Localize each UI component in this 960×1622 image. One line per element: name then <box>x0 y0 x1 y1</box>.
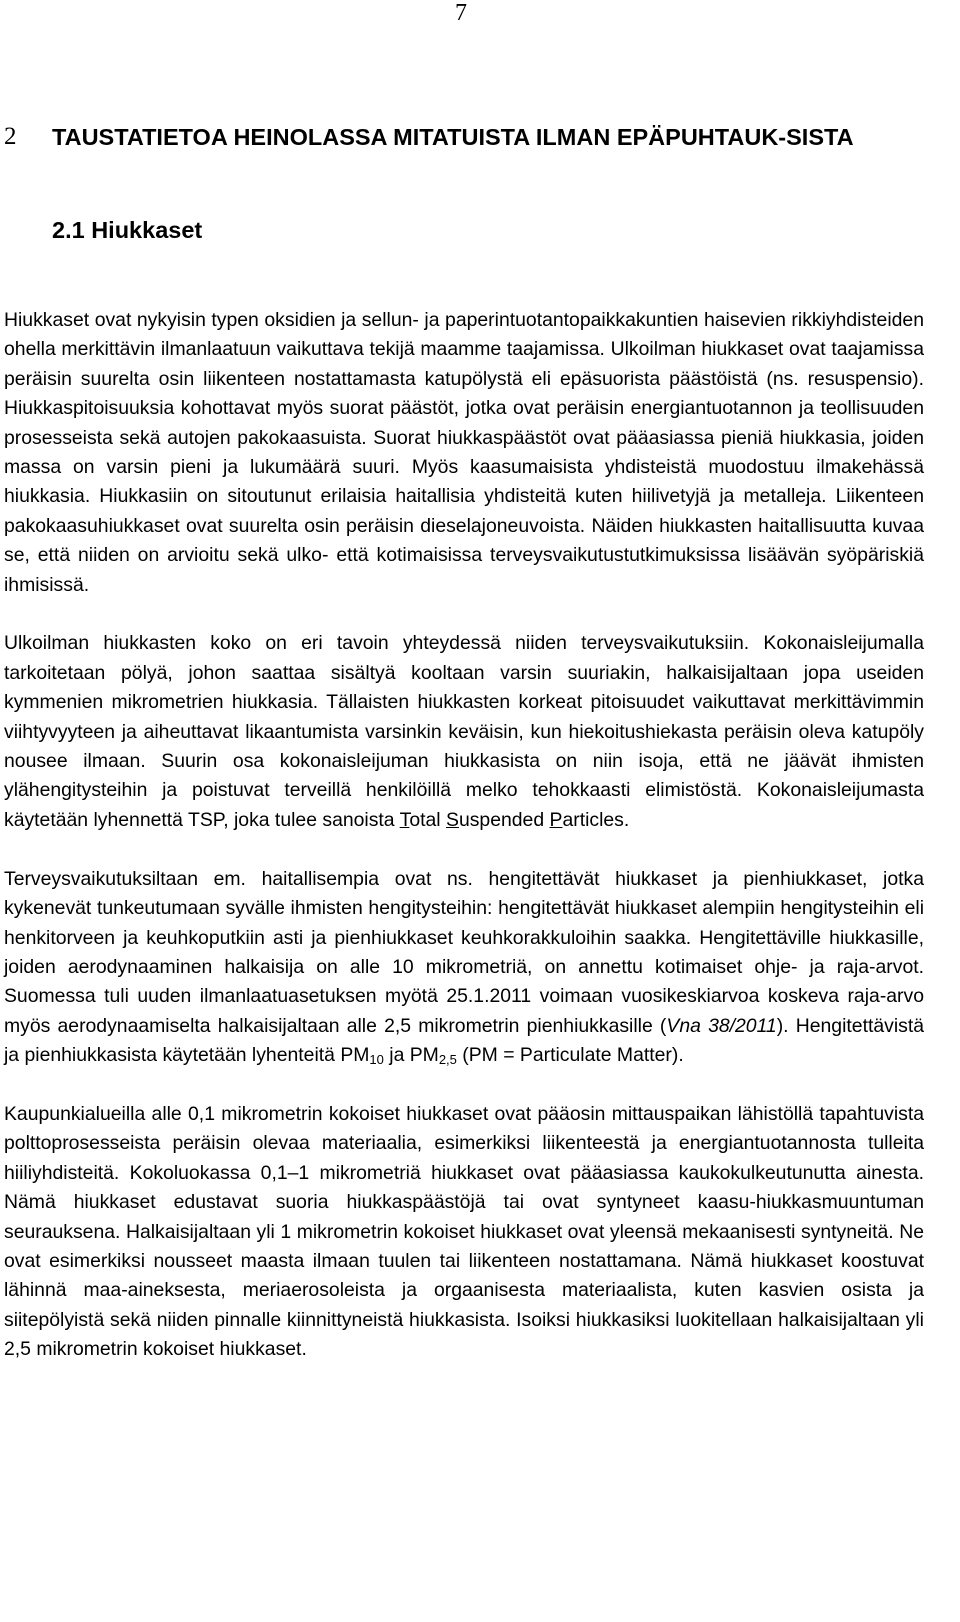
pm25-subscript: 2,5 <box>438 1052 457 1068</box>
tsp-letter-t: T <box>399 808 410 831</box>
body-text <box>4 306 924 1394</box>
paragraph-1: Hiukkaset ovat nykyisin typen oksidien ja sellun- ja paperintuotantopaikkakuntien haisevien rikkiyhdisteiden ohella merkittävin ilmanlaatuun vaikuttava tekijä maamme taajamissa. Ulkoilman hiukkaset ovat taajamissa peräisin suurelta osin liikenteen nostattamasta katupölystä eli epäsuorista päästöistä (ns. resuspensio). Hiukkaspitoisuuksia kohottavat myös suorat päästöt, jotka ovat peräisin energiantuotannon ja teollisuuden prosesseista sekä autojen pakokaasuista. Suorat hiukkaspäästöt ovat pääasiassa pieniä hiukkasia, joiden massa on varsin pieni ja lukumäärä suuri. Myös kaasumaisista yhdisteistä muodostuu ilmakehässä hiukkasia. Hiukkasiin on sitoutunut erilaisia haitallisia yhdisteitä kuten hiilivetyjä ja metalleja. Liikenteen pakokaasuhiukkaset ovat suurelta osin peräisin dieselajoneuvoista. Näiden hiukkasten haitallisuutta kuvaa se, että niiden on arvioitu sekä ulko- että kotimaisissa terveysvaikutustutkimuksissa lisäävän syöpäriskiä ihmisissä. <box>4 309 924 596</box>
paragraph-4: Kaupunkialueilla alle 0,1 mikrometrin kokoiset hiukkaset ovat pääosin mittauspaikan lähistöllä tapahtuvista polttoprosesseista peräisin olevaa materiaalia, esimerkiksi liikenteestä ja energiantuotannosta tulleita hiiliyhdisteitä. Kokoluokassa 0,1–1 mikrometriä hiukkaset ovat pääasiassa kaukokulkeutunutta ainesta. Nämä hiukkaset edustavat suoria hiukkaspäästöjä tai ovat syntyneet kaasu-hiukkasmuuntuman seurauksena. Halkaisijaltaan yli 1 mikrometrin kokoiset hiukkaset ovat yleensä mekaanisesti syntyneitä. Ne ovat esimerkiksi nousseet maasta ilmaan tuulen tai liikenteen nostattamana. Nämä hiukkaset koostuvat lähinnä maa-aineksesta, meriaerosoleista ja orgaanisesta materiaalista, kuten kasvien osista ja siitepölyistä sekä niiden pinnalle kiinnittyneistä hiukkasista. Isoiksi hiukkasiksi luokitellaan halkaisijaltaan yli 2,5 mikrometrin kokoiset hiukkaset. <box>4 1102 924 1361</box>
page-number: 7 <box>455 0 467 26</box>
paragraph-3-after-ref: ). Hengitettävistä ja pienhiukkasista käytetään lyhenteitä PM <box>4 1014 924 1067</box>
paragraph-3-text: Terveysvaikutuksiltaan em. haitallisempia ovat ns. hengitettävät hiukkaset ja pienhiukkaset, jotka kykenevät tunkeutumaan syvälle ihmisten hengitysteihin: hengitettävät hiukkaset alempiin hengitysteihin eli henkitorveen ja keuhkoputkiin asti ja pienhiukkaset keuhkorakkuloihin saakka. Hengitettäville hiukkasille, joiden aerodynaaminen halkaisija on alle 10 mikrometriä, on annettu kotimaiset ohje- ja raja-arvot. Suomessa tuli uuden ilmanlaatuasetuksen myötä 25.1.2011 voimaan vuosikeskiarvoa koskeva raja-arvo myös aerodynaamiselta halkaisijaltaan alle 2,5 mikrometrin pienhiukkasille ( <box>4 867 924 1037</box>
regulation-reference: Vna 38/2011 <box>666 1014 777 1037</box>
chapter-title: TAUSTATIETOA HEINOLASSA MITATUISTA ILMAN EPÄPUHTAUK-SISTA <box>52 124 854 150</box>
tsp-word-otal: otal <box>409 808 446 831</box>
chapter-number: 2 <box>4 123 17 150</box>
tsp-letter-s: S <box>446 808 459 831</box>
paragraph-2 <box>4 629 924 835</box>
paragraph-3 <box>4 865 924 1071</box>
chapter-heading <box>4 120 930 154</box>
section-heading: 2.1 Hiukkaset <box>52 217 203 243</box>
pm10-subscript: 10 <box>369 1052 384 1068</box>
tsp-word-articles: articles. <box>562 808 630 831</box>
paragraph-2-text: Ulkoilman hiukkasten koko on eri tavoin yhteydessä niiden terveysvaikutuksiin. Kokonaisleijumalla tarkoitetaan pölyä, johon saattaa sisältyä kooltaan varsin suuriakin, halkaisijaltaan jopa useiden kymmenien mikrometrien hiukkasia. Tällaisten hiukkasten korkeat pitoisuudet vaikuttavat merkittävimmin viihtyvyyteen ja aiheuttavat likaantumista varsinkin keväisin, kun hiekoitushiekasta peräisin oleva katupöly nousee ilmaan. Suurin osa kokonaisleijuman hiukkasista on niin isoja, että ne jäävät ihmisten ylähengitysteihin ja poistuvat terveillä henkilöillä melko tehokkaasti elimistöstä. Kokonaisleijumasta käytetään lyhennettä TSP, joka tulee sanoista <box>4 632 924 831</box>
tsp-letter-p: P <box>549 808 563 831</box>
paragraph-3-end: (PM = Particulate Matter). <box>456 1044 684 1067</box>
paragraph-3-and: ja PM <box>383 1044 439 1067</box>
tsp-word-uspended: uspended <box>458 808 550 831</box>
